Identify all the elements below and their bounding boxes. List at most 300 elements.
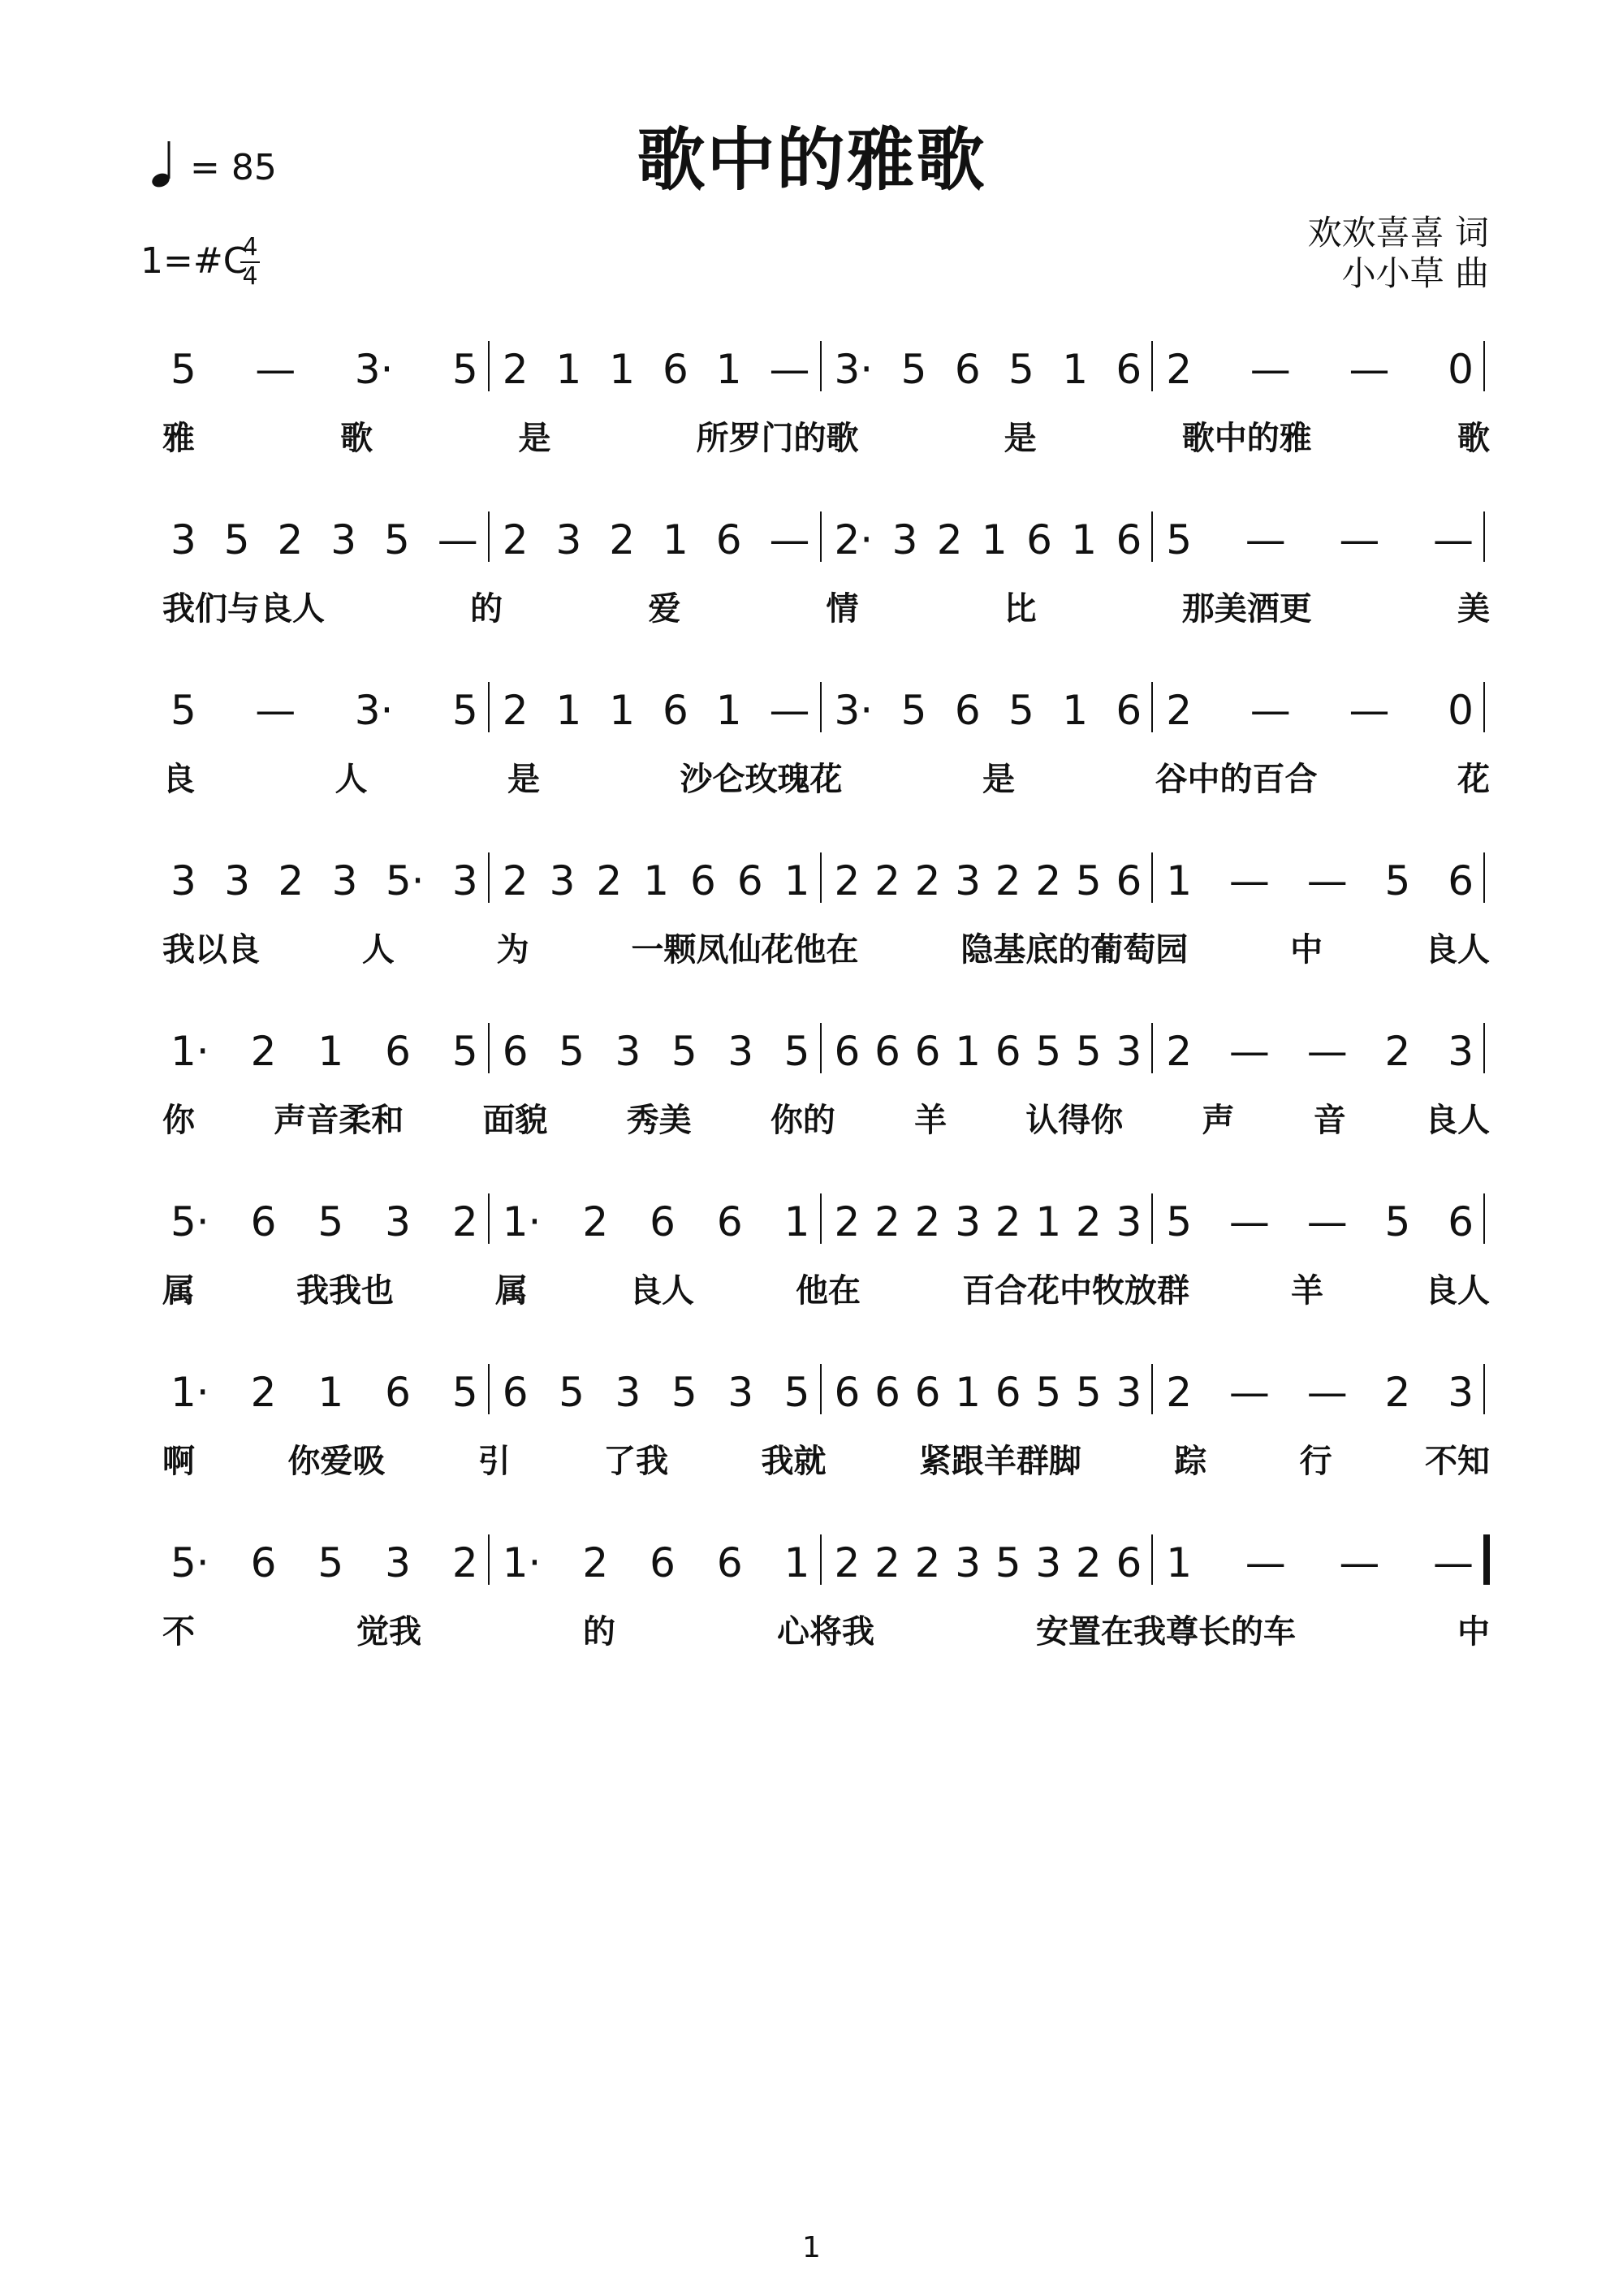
- note-symbol: 5: [171, 687, 196, 734]
- note-symbol: 5: [1384, 1198, 1411, 1245]
- note-symbol: 1: [783, 1198, 810, 1245]
- note-symbol: 5: [559, 1028, 585, 1075]
- lyric-word: 羊: [1291, 1272, 1323, 1310]
- note-symbol: 6: [650, 1198, 676, 1245]
- barline: [1483, 1023, 1485, 1073]
- barline: [1151, 682, 1153, 732]
- note-symbol: —: [1228, 857, 1270, 904]
- note-symbol: 5: [451, 1369, 478, 1416]
- note-symbol: 2: [1166, 1369, 1193, 1416]
- barline: [1483, 682, 1485, 732]
- note-symbol: 5: [671, 1369, 697, 1416]
- note-symbol: 3: [891, 516, 918, 563]
- note-symbol: 2: [1166, 1028, 1193, 1075]
- note-symbol: 5: [451, 687, 478, 734]
- note-symbol: 2: [834, 857, 861, 904]
- lyric-word: 音: [1313, 1102, 1346, 1139]
- note-symbol: —: [1339, 516, 1380, 563]
- note-symbol: 5: [783, 1369, 810, 1416]
- note-symbol: 5: [317, 1539, 344, 1586]
- lyricist-credit: 欢欢喜喜 词: [1307, 213, 1489, 252]
- lyric-word: 羊: [914, 1102, 947, 1139]
- barline: [488, 1023, 490, 1073]
- note-symbol: 6: [716, 1539, 743, 1586]
- notation-measure: [502, 857, 810, 904]
- note-symbol: —: [1306, 857, 1348, 904]
- lyric-word: 所罗门的歌: [696, 420, 859, 457]
- note-symbol: 3: [727, 1028, 754, 1075]
- composer-credit: 小小草 曲: [1341, 253, 1489, 293]
- note-symbol: 1·: [502, 1198, 542, 1245]
- tempo-marking: [148, 140, 277, 188]
- note-symbol: 1: [1166, 1539, 1193, 1586]
- note-symbol: 5: [1075, 1369, 1102, 1416]
- note-symbol: —: [1250, 346, 1291, 393]
- notation-measure: [502, 346, 810, 393]
- note-symbol: 6: [650, 1539, 676, 1586]
- lyric-word: 为: [496, 931, 529, 969]
- notation-measure: [834, 687, 1142, 734]
- note-symbol: 1: [783, 857, 810, 904]
- note-symbol: 2: [596, 857, 623, 904]
- notation-measure: [1166, 1369, 1474, 1416]
- note-symbol: —: [1306, 1198, 1348, 1245]
- note-symbol: —: [1432, 516, 1474, 563]
- note-symbol: 1: [783, 1539, 810, 1586]
- notation-measure: [1166, 346, 1474, 393]
- barline: [1483, 1193, 1485, 1244]
- note-symbol: 2: [250, 1028, 277, 1075]
- note-symbol: 6: [834, 1369, 861, 1416]
- lyric-word: 良人: [629, 1272, 694, 1310]
- note-symbol: 5: [451, 346, 478, 393]
- time-signature-bottom: 4: [242, 262, 258, 291]
- note-symbol: —: [1245, 516, 1286, 563]
- lyric-word: 隐基底的葡萄园: [960, 931, 1189, 969]
- note-symbol: 1: [609, 687, 636, 734]
- note-symbol: 5: [1008, 346, 1034, 393]
- notation-measure: [171, 1369, 478, 1416]
- note-symbol: 6: [914, 1369, 941, 1416]
- note-symbol: 2: [502, 857, 529, 904]
- lyric-word: 他在: [796, 1272, 861, 1310]
- note-symbol: 5: [671, 1028, 697, 1075]
- note-symbol: 3: [615, 1369, 641, 1416]
- note-symbol: 6: [954, 687, 981, 734]
- notation-measure: [1166, 516, 1474, 563]
- lyric-line: [162, 753, 1490, 800]
- note-symbol: 3: [615, 1028, 641, 1075]
- note-symbol: 2: [451, 1198, 478, 1245]
- lyric-word: 我们与良人: [162, 590, 325, 628]
- lyric-word: 我就: [761, 1443, 827, 1480]
- note-symbol: 5: [1075, 1028, 1102, 1075]
- note-symbol: 6: [995, 1028, 1021, 1075]
- barline: [820, 1193, 822, 1244]
- lyric-word: 人: [335, 761, 368, 798]
- note-symbol: 2: [1075, 1539, 1102, 1586]
- tempo-value: = 85: [190, 147, 277, 188]
- note-symbol: 5·: [171, 1539, 209, 1586]
- barline: [1151, 1364, 1153, 1414]
- lyric-word: 行: [1299, 1443, 1332, 1480]
- notation-measure: [171, 516, 478, 563]
- note-symbol: 6: [874, 1369, 900, 1416]
- note-symbol: 2: [1035, 857, 1062, 904]
- barline: [1483, 341, 1485, 391]
- note-symbol: 6: [736, 857, 763, 904]
- note-symbol: 6: [385, 1028, 411, 1075]
- note-symbol: 3: [955, 1198, 981, 1245]
- lyric-word: 踪: [1174, 1443, 1207, 1480]
- barline: [488, 1193, 490, 1244]
- note-symbol: 0: [1448, 346, 1474, 393]
- note-symbol: 6: [954, 346, 981, 393]
- note-symbol: 3·: [834, 346, 874, 393]
- notation-measure: [502, 1198, 810, 1245]
- note-symbol: 1: [955, 1369, 981, 1416]
- lyric-word: 觉我: [356, 1613, 421, 1651]
- lyric-word: 秀美: [626, 1102, 692, 1139]
- note-symbol: 2: [834, 1539, 861, 1586]
- lyric-line: [162, 1265, 1490, 1311]
- note-symbol: 3: [1035, 1539, 1062, 1586]
- lyric-word: 人: [361, 931, 395, 969]
- note-symbol: 6: [914, 1028, 941, 1075]
- note-symbol: 1: [555, 687, 582, 734]
- note-symbol: 5: [783, 1028, 810, 1075]
- lyric-word: 那美酒更: [1181, 590, 1312, 628]
- note-symbol: 2·: [834, 516, 874, 563]
- note-symbol: 5: [1008, 687, 1034, 734]
- note-symbol: 3: [549, 857, 576, 904]
- lyric-word: 的: [583, 1613, 615, 1651]
- note-symbol: 1: [1071, 516, 1098, 563]
- note-symbol: 2: [874, 1539, 900, 1586]
- lyric-word: 声音柔和: [274, 1102, 404, 1139]
- note-symbol: 1: [715, 346, 742, 393]
- note-symbol: 3: [1116, 1198, 1142, 1245]
- note-symbol: 2: [278, 857, 304, 904]
- note-symbol: 3·: [354, 346, 394, 393]
- barline: [820, 341, 822, 391]
- lyric-word: 一颗凤仙花他在: [631, 931, 859, 969]
- note-symbol: 2: [914, 1539, 941, 1586]
- lyric-word: 属: [495, 1272, 528, 1310]
- lyric-line: [162, 1094, 1490, 1141]
- note-symbol: 1: [643, 857, 669, 904]
- notation-measure: [834, 346, 1142, 393]
- note-symbol: —: [1245, 1539, 1286, 1586]
- lyric-word: 中: [1290, 931, 1323, 969]
- note-symbol: 3: [955, 857, 981, 904]
- note-symbol: 6: [1448, 1198, 1474, 1245]
- note-symbol: 5: [559, 1369, 585, 1416]
- note-symbol: 5: [1166, 516, 1193, 563]
- barline: [1151, 852, 1153, 903]
- note-symbol: 1·: [171, 1369, 209, 1416]
- lyric-word: 中: [1457, 1613, 1490, 1651]
- notation-measure: [502, 516, 810, 563]
- note-symbol: 5: [451, 1028, 478, 1075]
- lyric-word: 不知: [1425, 1443, 1490, 1480]
- note-symbol: 3: [1116, 1369, 1142, 1416]
- note-symbol: 6: [1116, 687, 1142, 734]
- barline: [1483, 1534, 1490, 1585]
- lyric-word: 是: [982, 761, 1015, 798]
- note-symbol: 1: [1035, 1198, 1062, 1245]
- note-symbol: 3: [331, 857, 358, 904]
- note-symbol: 3: [727, 1369, 754, 1416]
- lyric-line: [162, 412, 1490, 459]
- note-symbol: 3: [1448, 1028, 1474, 1075]
- note-symbol: —: [1306, 1028, 1348, 1075]
- note-symbol: 6: [1448, 857, 1474, 904]
- lyric-word: 歌中的雅: [1181, 420, 1312, 457]
- note-symbol: —: [1306, 1369, 1348, 1416]
- barline: [488, 1364, 490, 1414]
- note-symbol: 2: [277, 516, 304, 563]
- lyric-word: 我以良: [162, 931, 260, 969]
- notation-measure: [1166, 687, 1474, 734]
- note-symbol: 2: [874, 857, 900, 904]
- barline: [820, 852, 822, 903]
- note-symbol: 2: [1384, 1369, 1411, 1416]
- lyric-line: [162, 1606, 1490, 1652]
- barline: [488, 341, 490, 391]
- song-title: 歌中的雅歌: [637, 120, 986, 200]
- lyric-word: 面貌: [482, 1102, 548, 1139]
- notation-measure: [171, 687, 478, 734]
- note-symbol: 0: [1448, 687, 1474, 734]
- note-symbol: 6: [250, 1198, 277, 1245]
- note-symbol: 2: [1166, 346, 1193, 393]
- barline: [488, 511, 490, 562]
- notation-measure: [171, 1028, 478, 1075]
- note-symbol: 5: [1166, 1198, 1193, 1245]
- note-symbol: —: [769, 687, 810, 734]
- note-symbol: 6: [690, 857, 716, 904]
- note-symbol: 5: [384, 516, 410, 563]
- note-symbol: 3: [1448, 1369, 1474, 1416]
- note-symbol: 6: [1026, 516, 1052, 563]
- note-symbol: —: [1339, 1539, 1380, 1586]
- barline: [488, 852, 490, 903]
- note-symbol: 6: [715, 516, 742, 563]
- note-symbol: —: [255, 687, 296, 734]
- note-symbol: 6: [874, 1028, 900, 1075]
- lyric-word: 认得你: [1025, 1102, 1124, 1139]
- note-symbol: 5: [900, 346, 927, 393]
- note-symbol: 5: [1035, 1028, 1062, 1075]
- notation-measure: [1166, 1198, 1474, 1245]
- time-signature: [240, 235, 260, 289]
- notation-measure: [171, 1198, 478, 1245]
- notation-measure: [171, 346, 478, 393]
- lyric-word: 良人: [1424, 1102, 1490, 1139]
- barline: [1151, 511, 1153, 562]
- note-symbol: 1: [317, 1028, 344, 1075]
- note-symbol: 1: [317, 1369, 344, 1416]
- note-symbol: 1: [555, 346, 582, 393]
- lyric-word: 雅: [162, 420, 195, 457]
- note-symbol: 5: [1075, 857, 1102, 904]
- lyric-word: 谷中的百合: [1155, 761, 1318, 798]
- note-symbol: 6: [385, 1369, 411, 1416]
- lyric-word: 百合花中牧放群: [962, 1272, 1189, 1310]
- lyric-word: 安置在我尊长的车: [1036, 1613, 1296, 1651]
- note-symbol: 1: [715, 687, 742, 734]
- note-symbol: 2: [1075, 1198, 1102, 1245]
- note-symbol: 5: [900, 687, 927, 734]
- lyric-word: 美: [1457, 590, 1490, 628]
- lyric-word: 花: [1457, 761, 1490, 798]
- note-symbol: 3: [555, 516, 582, 563]
- barline: [1151, 1023, 1153, 1073]
- note-symbol: 1: [981, 516, 1008, 563]
- barline: [1151, 1534, 1153, 1585]
- barline: [1483, 1364, 1485, 1414]
- note-symbol: 2: [834, 1198, 861, 1245]
- note-symbol: 2: [914, 1198, 941, 1245]
- notation-measure: [1166, 1028, 1474, 1075]
- notation-measure: [834, 516, 1142, 563]
- lyric-word: 是: [1004, 420, 1037, 457]
- note-symbol: 5: [995, 1539, 1021, 1586]
- note-symbol: 6: [1116, 857, 1142, 904]
- note-symbol: —: [1228, 1028, 1270, 1075]
- barline: [820, 1023, 822, 1073]
- lyric-word: 是: [518, 420, 551, 457]
- note-symbol: 5: [317, 1198, 344, 1245]
- time-signature-top: 4: [242, 233, 258, 261]
- note-symbol: —: [769, 346, 810, 393]
- lyric-word: 是: [507, 761, 540, 798]
- note-symbol: 2: [250, 1369, 277, 1416]
- notation-measure: [834, 857, 1142, 904]
- barline: [1151, 1193, 1153, 1244]
- notation-measure: [502, 687, 810, 734]
- note-symbol: 2: [582, 1198, 609, 1245]
- page-number: 1: [802, 2231, 821, 2264]
- note-symbol: 6: [1116, 516, 1142, 563]
- note-symbol: 2: [502, 346, 529, 393]
- note-symbol: 6: [1116, 1539, 1142, 1586]
- lyric-word: 不: [162, 1613, 195, 1651]
- note-symbol: 6: [663, 346, 688, 393]
- barline: [1483, 852, 1485, 903]
- note-symbol: 6: [663, 687, 688, 734]
- note-symbol: 2: [582, 1539, 609, 1586]
- lyric-word: 你爱吸: [287, 1443, 386, 1480]
- note-symbol: 2: [995, 857, 1021, 904]
- lyric-line: [162, 1435, 1490, 1482]
- note-symbol: 1: [663, 516, 688, 563]
- note-symbol: 1: [955, 1028, 981, 1075]
- note-symbol: 2: [451, 1539, 478, 1586]
- note-symbol: 1: [1062, 346, 1089, 393]
- note-symbol: 1: [1166, 857, 1193, 904]
- barline: [488, 682, 490, 732]
- note-symbol: 2: [874, 1198, 900, 1245]
- note-symbol: 3: [224, 857, 251, 904]
- notation-measure: [1166, 857, 1474, 904]
- note-symbol: 3·: [834, 687, 874, 734]
- note-symbol: 3·: [354, 687, 394, 734]
- lyric-word: 紧跟羊群脚: [918, 1443, 1081, 1480]
- note-symbol: 5: [223, 516, 250, 563]
- note-symbol: 3: [171, 516, 196, 563]
- notation-measure: [1166, 1539, 1474, 1586]
- lyric-word: 良人: [1424, 931, 1490, 969]
- note-symbol: 2: [995, 1198, 1021, 1245]
- barline: [820, 682, 822, 732]
- note-symbol: 2: [609, 516, 636, 563]
- notation-measure: [171, 857, 478, 904]
- barline: [1483, 511, 1485, 562]
- note-symbol: 3: [171, 857, 196, 904]
- notation-measure: [502, 1369, 810, 1416]
- lyric-line: [162, 924, 1490, 970]
- lyric-word: 良: [162, 761, 195, 798]
- barline: [488, 1534, 490, 1585]
- barline: [820, 1364, 822, 1414]
- lyric-word: 声: [1202, 1102, 1235, 1139]
- note-symbol: 1·: [502, 1539, 542, 1586]
- lyric-word: 你的: [770, 1102, 835, 1139]
- note-symbol: —: [1349, 346, 1390, 393]
- lyric-word: 歌: [340, 420, 373, 457]
- barline: [1151, 341, 1153, 391]
- note-symbol: 2: [1384, 1028, 1411, 1075]
- note-symbol: 5: [1035, 1369, 1062, 1416]
- note-symbol: 2: [502, 687, 529, 734]
- note-symbol: 5·: [171, 1198, 209, 1245]
- note-symbol: —: [769, 516, 810, 563]
- quarter-note-icon: [148, 140, 175, 188]
- note-symbol: —: [1228, 1369, 1270, 1416]
- note-symbol: 6: [502, 1028, 529, 1075]
- note-symbol: 3: [330, 516, 357, 563]
- notation-measure: [834, 1539, 1142, 1586]
- lyric-word: 歌: [1457, 420, 1490, 457]
- lyric-word: 啊: [162, 1443, 195, 1480]
- note-symbol: 2: [914, 857, 941, 904]
- lyric-word: 沙仑玫瑰花: [680, 761, 843, 798]
- note-symbol: 1: [609, 346, 636, 393]
- lyric-word: 我我也: [296, 1272, 394, 1310]
- note-symbol: 6: [716, 1198, 743, 1245]
- note-symbol: —: [1349, 687, 1390, 734]
- note-symbol: —: [437, 516, 478, 563]
- note-symbol: 6: [995, 1369, 1021, 1416]
- note-symbol: 5: [1384, 857, 1411, 904]
- note-symbol: —: [255, 346, 296, 393]
- note-symbol: —: [1228, 1198, 1270, 1245]
- key-signature: 1=#C: [140, 240, 248, 282]
- notation-measure: [502, 1539, 810, 1586]
- note-symbol: —: [1432, 1539, 1474, 1586]
- note-symbol: 2: [502, 516, 529, 563]
- notation-measure: [834, 1028, 1142, 1075]
- note-symbol: 3: [385, 1198, 411, 1245]
- note-symbol: 3: [955, 1539, 981, 1586]
- barline: [820, 1534, 822, 1585]
- note-symbol: 6: [250, 1539, 277, 1586]
- lyric-word: 你: [162, 1102, 195, 1139]
- note-symbol: 6: [834, 1028, 861, 1075]
- note-symbol: 3: [385, 1539, 411, 1586]
